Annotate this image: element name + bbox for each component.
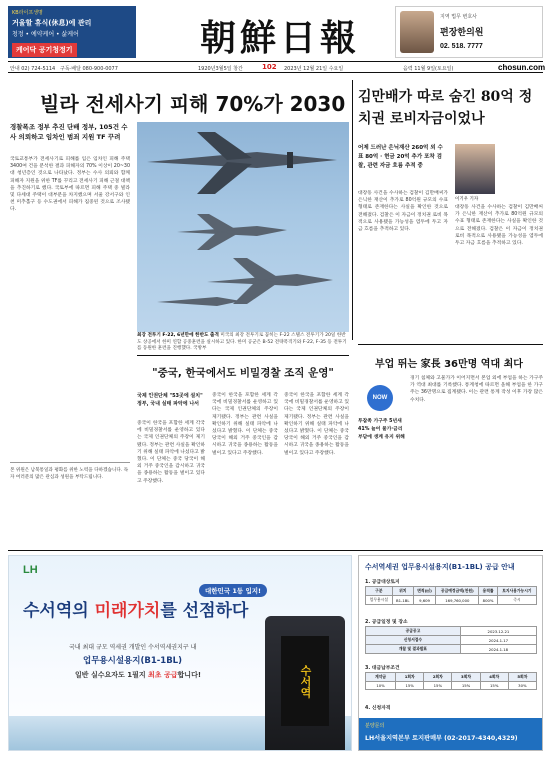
fighter-jet-photo[interactable] [137, 122, 349, 332]
notice-text: 본 위원은 남북통일과 평화를 위한 노력을 다하겠습니다. 독자 여러분의 많은 관심과 성원을 부탁드립니다. [10, 468, 129, 480]
site-link[interactable]: chosun.com [498, 63, 546, 72]
info-founded: 1920년3월5일 창간 [198, 66, 243, 72]
jet-illustration [137, 122, 349, 332]
ad-product: 업무용시설용지(B1-1BL) [83, 656, 182, 666]
table-header: 토지사용가능시기 [497, 587, 536, 596]
bottom-subhead: 국제 인권단체 "53곳에 설치" 정부, 국내 실태 파악에 나서 [137, 393, 203, 407]
right-mid-subhead: 투잡족 가구주 5년새 41% 늘어 물가·금리 부담에 생계 유지 위해 [358, 419, 405, 440]
ad-offer [75, 670, 201, 680]
ad-line-3: 케어닥 공기청정기 [12, 43, 77, 57]
table-cell: 2023.12.21 [460, 627, 536, 636]
table-cell: 30% [508, 682, 536, 690]
inquiry-label: 분양문의 [365, 723, 385, 729]
table-cell: 15% [480, 682, 508, 690]
table-cell: B1-1BL [392, 596, 413, 605]
bottom-headline[interactable]: "중국, 한국에서도 비밀경찰 조직 운영" [152, 367, 334, 379]
table-header: 위치 [392, 587, 413, 596]
ad-small-text: 지역 법무 변호사 [440, 14, 477, 20]
ad-headline [23, 596, 248, 621]
table-row [366, 596, 537, 605]
ad-phone: 02. 518. 7777 [440, 43, 483, 50]
right-byline: 이기우 기자 [455, 197, 479, 202]
inquiry-contact: LH서울지역본부 토지판매부 (02-2017-4340,4329) [365, 735, 518, 742]
table-cell: 업무용시설 [366, 596, 393, 605]
ad-brand: KB라이프생명 [12, 10, 43, 16]
table-cell: 개찰 및 결과발표 [366, 645, 461, 654]
table-header: 공급예정금액(천원) [436, 587, 479, 596]
ad-offer-a: 일반 실수요자도 1필지 [75, 671, 149, 679]
info-lunar: 음력 11월 9일(토요일) [403, 66, 454, 72]
right-body-2: 대장동 사건을 수사하는 검찰이 김만배씨가 은닉한 재산이 추가로 80억원 규모의 수표 형태로 존재한다는 사실을 확인한 것으로 전해졌다. 검찰은 이 자금이 정치권 로비 목적으로 사용됐을 가능성을 염두에 두고 자금 흐름을 추적하고 있다. [455, 205, 543, 247]
table-cell: 15% [452, 682, 480, 690]
ad-divider [8, 550, 543, 551]
main-headline[interactable]: 빌라 전세사기 피해 70%가 2030 [40, 92, 346, 116]
ad-headline-c: 를 선점하다 [160, 601, 249, 621]
ad-offer-c: 합니다! [177, 671, 202, 679]
notice-box [10, 462, 130, 481]
table-cell: 800% [479, 596, 497, 605]
inquiry-footer[interactable] [359, 718, 542, 750]
table-header: 1회차 [396, 673, 424, 682]
table-cell: 15% [396, 682, 424, 690]
newspaper-title: 朝鮮日報 [199, 17, 360, 59]
station-tower [265, 616, 345, 751]
ad-offer-b: 최초 공급 [148, 671, 178, 679]
right-mid-body: 경기 침체와 고물가가 이어지면서 본업 외에 부업을 하는 가구주가 역대 최대를 기록했다. 통계청에 따르면 올해 부업을 한 가구주는 36만명으로 집계됐다. 이는 관련 통계 작성 이후 가장 많은 수치다. [410, 376, 543, 403]
now-badge: NOW [367, 385, 393, 411]
table-header: 계약금 [366, 673, 396, 682]
schedule-table [365, 626, 537, 654]
table-cell: 즉시 [497, 596, 536, 605]
photo-caption-body: 미국의 최강 전투기로 꼽히는 F-22 스텔스 전투기가 20일 한반도 상공에서 한미 연합 공중훈련을 실시하고 있다. 한미 공군은 B-52 전략폭격기와 F-22, F-35 등 전투기를 동원한 훈련을 진행했다. [137, 333, 347, 351]
lh-ad-banner[interactable] [8, 555, 352, 751]
supply-title: 수서역세권 업무용시설용지(B1-1BL) 공급 안내 [365, 563, 515, 571]
bottom-body-1: 중국이 한국을 포함한 세계 각국에 비밀경찰서를 운영하고 있다는 국제 인권단체의 주장이 제기됐다. 정부는 관련 사실을 확인하기 위해 실태 파악에 나섰다고 밝혔다. 이 단체는 중국 당국이 해외 거주 중국인을 감시하고 귀국을 종용하는 활동을 벌이고 있다고 주장했다. [137, 421, 205, 484]
section-2-title: 2. 공급일정 및 장소 [365, 620, 408, 625]
table-header: 2회차 [424, 673, 452, 682]
photo-caption-title: 최강 전투기 F-22, 6년만에 한반도 출격 [137, 333, 219, 338]
ad-line-2: 청정 • 예약케어 • 삶케어 [12, 31, 79, 38]
table-header: 용적률 [479, 587, 497, 596]
right-body-1: 대장동 사건을 수사하는 검찰이 김만배씨가 은닉한 재산이 추가로 80억원 규모의 수표 형태로 존재한다는 사실을 확인한 것으로 전해졌다. 검찰은 이 자금이 정치권 로비 목적으로 사용됐을 가능성을 염두에 두고 자금 흐름을 추적하고 있다. [358, 191, 448, 233]
right-headline[interactable]: 김만배가 따로 숨긴 80억 정치권 로비자금이었나 [358, 89, 533, 127]
masthead-ad-left[interactable] [8, 6, 136, 58]
table-cell: 2024.1.17 [460, 636, 536, 645]
ad-tag: 대한민국 1등 입지! [199, 584, 267, 597]
bottom-body-2: 중국이 한국을 포함한 세계 각국에 비밀경찰서를 운영하고 있다는 국제 인권단체의 주장이 제기됐다. 정부는 관련 사실을 확인하기 위해 실태 파악에 나섰다고 밝혔다. 이 단체는 중국 당국이 해외 거주 중국인을 감시하고 귀국을 종용하는 활동을 벌이고 있다고 주장했다. [212, 393, 278, 456]
section-4-title: 4. 신청자격 [365, 706, 391, 711]
supply-table [365, 586, 537, 605]
right-mid-headline[interactable]: 부업 뛰는 家長 36만명 역대 최다 [375, 359, 523, 370]
info-bar [8, 61, 546, 73]
table-row [366, 636, 537, 645]
table-cell: 15% [424, 682, 452, 690]
ad-desc: 국내 최대 규모 역세권 개발인 수서역세권지구 내 [69, 644, 197, 651]
reporter-photo [455, 144, 495, 194]
table-cell: 신청서접수 [366, 636, 461, 645]
ad-headline-b: 미래가치 [94, 601, 161, 621]
supply-notice-ad[interactable] [358, 555, 543, 751]
photo-caption [137, 333, 349, 353]
table-row [366, 627, 537, 636]
main-body: 국토교통부가 전세사기로 피해를 입은 임차인 피해 주택 3400여 건을 분석한 결과 피해자의 70% 이상이 20~30대 청년층인 것으로 나타났다. 정부는 수사 의뢰와 함께 피해자 지원을 위한 TF를 꾸리고 전세사기 피해 근절 대책을 추진하기로 했다. 국토부에 따르면 피해 주택 중 빌라 및 다세대 주택이 대부분을 차지했으며 서울 강서구와 인천 미추홀구 등 수도권에서 피해가 집중된 것으로 조사됐다. [10, 157, 130, 213]
info-date: 2023년 12월 21일 수요일 [284, 66, 344, 72]
table-row [366, 682, 537, 690]
station-sign: 수서역 [281, 636, 329, 726]
masthead-ad-right[interactable] [395, 6, 543, 58]
right-divider [358, 344, 543, 345]
table-header: 3회차 [452, 673, 480, 682]
bottom-body-3: 중국이 한국을 포함한 세계 각국에 비밀경찰서를 운영하고 있다는 국제 인권단체의 주장이 제기됐다. 정부는 관련 사실을 확인하기 위해 실태 파악에 나섰다고 밝혔다. 이 단체는 중국 당국이 해외 거주 중국인을 감시하고 귀국을 종용하는 활동을 벌이고 있다고 주장했다. [284, 393, 349, 456]
avatar [400, 11, 434, 53]
table-header: 5회차 [508, 673, 536, 682]
ad-line-1: 거울할 휴식(休息)에 관리 [12, 19, 92, 27]
table-cell: 9,609 [413, 596, 435, 605]
info-delivery: 구독·배달 080-900-0077 [60, 66, 118, 72]
info-contact: 안내 02) 724-5114 [10, 66, 56, 72]
table-row [366, 645, 537, 654]
main-subhead: 경찰폭조 정부 추진 단배 정부, 105건 수사 의뢰하고 임차인 범죄 지원 TF 꾸려 [10, 123, 128, 141]
right-subhead: 어제 드러난 은닉재산 260억 외 수표 80억 · 현금 20억 추가 포착 검찰, 관련 자금 흐름 추적 중 [358, 145, 443, 169]
photo-credit: 국방부 [193, 346, 207, 351]
table-header: 4회차 [480, 673, 508, 682]
issue-number: 102 [262, 63, 277, 71]
table-header: 구분 [366, 587, 393, 596]
bottom-divider [137, 355, 349, 356]
ad-headline-a: 수서역의 [23, 601, 95, 621]
table-cell: 10% [366, 682, 396, 690]
table-cell: 2024.1.18 [460, 645, 536, 654]
payment-table [365, 672, 537, 690]
ad-name: 편장한의원 [440, 28, 484, 38]
column-divider [352, 80, 353, 340]
section-3-title: 3. 대금납부조건 [365, 666, 400, 671]
table-cell: 169,760,000 [436, 596, 479, 605]
table-header: 면적(㎡) [413, 587, 435, 596]
lh-logo: LH [23, 564, 38, 576]
section-1-title: 1. 공급대상토지 [365, 580, 400, 585]
table-cell: 공급공고 [366, 627, 461, 636]
